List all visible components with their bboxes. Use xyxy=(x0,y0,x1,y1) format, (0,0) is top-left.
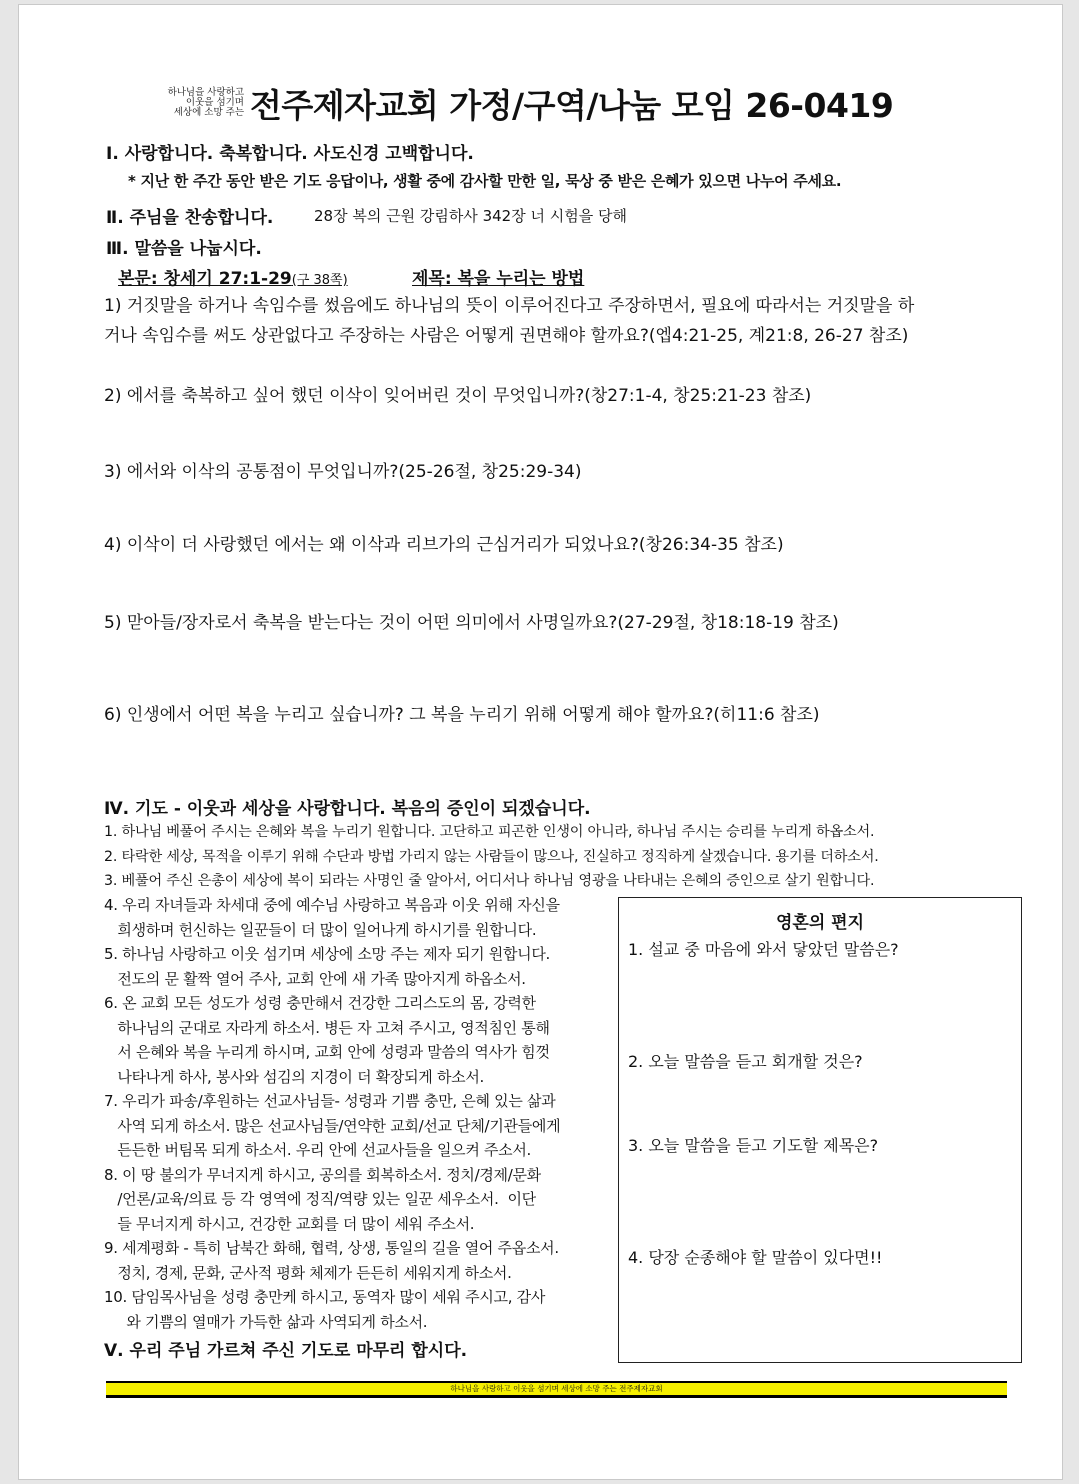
prayer-line: 든든한 버팀목 되게 하소서. 우리 안에 선교사들을 일으켜 주소서. xyxy=(104,1141,532,1159)
header-motto xyxy=(150,88,244,118)
sermon-subject: 제목: 복을 누리는 방법 xyxy=(412,269,585,289)
prayer-line: 와 기쁨의 열매가 가득한 삶과 사역되게 하소서. xyxy=(104,1312,428,1331)
prayer-line: 8. 이 땅 불의가 무너지게 하시고, 공의를 회복하소서. 정치/경제/문화 xyxy=(104,1165,541,1184)
hymn-list: 28장 복의 근원 강림하사 342장 너 시험을 당해 xyxy=(314,207,627,225)
soul-letter-box xyxy=(618,897,1022,1363)
prayer-list-left xyxy=(104,893,614,1334)
soul-letter-q2: 2. 오늘 말씀을 듣고 회개할 것은? xyxy=(628,1052,863,1071)
soul-letter-q4: 4. 당장 순종해야 할 말씀이 있다면!! xyxy=(628,1248,883,1267)
prayer-line: 10. 담임목사님을 성령 충만케 하시고, 동역자 많이 세워 주시고, 감사 xyxy=(104,1288,546,1306)
prayer-line: 하나님의 군대로 자라게 하소서. 병든 자 고쳐 주시고, 영적침인 통해 xyxy=(104,1018,550,1037)
prayer-line: 들 무너지게 하시고, 건강한 교회를 더 많이 세워 주소서. xyxy=(104,1214,475,1233)
prayer-line: 9. 세계평화 - 특히 남북간 화해, 협력, 상생, 통일의 길을 열어 주옵소서. xyxy=(104,1239,559,1257)
soul-letter-title: 영혼의 편지 xyxy=(775,913,865,933)
scripture-label: 본문: 창세기 27:1-29 xyxy=(118,269,292,289)
question-5: 5) 맏아들/장자로서 축복을 받는다는 것이 어떤 의미에서 사명일까요?(27-29절, 창18:18-19 참조) xyxy=(104,613,839,633)
prayer-item-3: 3. 베풀어 주신 은총이 세상에 복이 되라는 사명인 줄 알아서, 어디서나 하나님 영광을 나타내는 은혜의 증인으로 살기 원합니다. xyxy=(104,873,875,889)
prayer-line: 정치, 경제, 문화, 군사적 평화 체제가 든든히 세워지게 하소서. xyxy=(104,1263,512,1282)
prayer-line: 5. 하나님 사랑하고 이웃 섬기며 세상에 소망 주는 제자 되기 원합니다. xyxy=(104,945,550,963)
question-6: 6) 인생에서 어떤 복을 누리고 싶습니까? 그 복을 누리기 위해 어떻게 해야 할까요?(히11:6 참조) xyxy=(104,705,820,725)
scripture-reference xyxy=(118,264,348,289)
question-1-line-1: 1) 거짓말을 하거나 속임수를 썼음에도 하나님의 뜻이 이루어진다고 주장하면서, 필요에 따라서는 거짓말을 하 xyxy=(104,296,915,316)
question-2: 2) 에서를 축복하고 싶어 했던 이삭이 잊어버린 것이 무엇입니까?(창27:1-4, 창25:21-23 참조) xyxy=(104,386,812,406)
motto-line: 이웃을 섬기며 xyxy=(185,97,244,108)
prayer-line: 전도의 문 활짝 열어 주사, 교회 안에 새 가족 많아지게 하옵소서. xyxy=(104,969,526,988)
soul-letter-q3: 3. 오늘 말씀을 듣고 기도할 제목은? xyxy=(628,1136,879,1155)
motto-line: 세상에 소망 주는 xyxy=(173,107,244,118)
page-title: 전주제자교회 가정/구역/나눔 모임 26-0419 xyxy=(250,86,894,125)
question-4: 4) 이삭이 더 사랑했던 에서는 왜 이삭과 리브가의 근심거리가 되었나요?(창26:34-35 참조) xyxy=(104,535,784,555)
motto-line: 하나님을 사랑하고 xyxy=(167,87,244,98)
section-3-heading: Ⅲ. 말씀을 나눕시다. xyxy=(106,239,262,259)
prayer-line: 사역 되게 하소서. 많은 선교사님들/연약한 교회/선교 단체/기관들에게 xyxy=(104,1116,561,1135)
soul-letter-q1: 1. 설교 중 마음에 와서 닿았던 말씀은? xyxy=(628,940,899,959)
section-1-note: * 지난 한 주간 동안 받은 기도 응답이나, 생활 중에 감사할 만한 일, 묵상 중 받은 은혜가 있으면 나누어 주세요. xyxy=(128,172,842,190)
section-1-heading: Ⅰ. 사랑합니다. 축복합니다. 사도신경 고백합니다. xyxy=(106,144,474,164)
question-1-line-2: 거나 속임수를 써도 상관없다고 주장하는 사람은 어떻게 권면해야 할까요?(엡4:21-25, 계21:8, 26-27 참조) xyxy=(104,326,909,346)
prayer-item-2: 2. 타락한 세상, 목적을 이루기 위해 수단과 방법 가리지 않는 사람들이 많으나, 진실하고 정직하게 살겠습니다. 용기를 더하소서. xyxy=(104,849,879,865)
section-5-heading: Ⅴ. 우리 주님 가르쳐 주신 기도로 마무리 합시다. xyxy=(104,1341,468,1361)
prayer-line: 7. 우리가 파송/후원하는 선교사님들- 성령과 기쁨 충만, 은혜 있는 삶과 xyxy=(104,1092,556,1110)
footer-banner: 하나님을 사랑하고 이웃을 섬기며 세상에 소망 주는 전주제자교회 xyxy=(106,1381,1007,1398)
prayer-line: 나타나게 하사, 봉사와 섬김의 지경이 더 확장되게 하소서. xyxy=(104,1067,484,1086)
prayer-line: 희생하며 헌신하는 일꾼들이 더 많이 일어나게 하시기를 원합니다. xyxy=(104,920,537,939)
prayer-line: /언론/교육/의료 등 각 영역에 정직/역량 있는 일꾼 세우소서. 이단 xyxy=(104,1190,536,1208)
scripture-page: (구 38쪽) xyxy=(291,273,348,288)
section-4-heading: Ⅳ. 기도 - 이웃과 세상을 사랑합니다. 복음의 증인이 되겠습니다. xyxy=(104,799,591,819)
prayer-line: 서 은혜와 복을 누리게 하시며, 교회 안에 성령과 말씀의 역사가 힘껏 xyxy=(104,1043,550,1061)
prayer-item-1: 1. 하나님 베풀어 주시는 은혜와 복을 누리기 원합니다. 고단하고 피곤한 인생이 아니라, 하나님 주시는 승리를 누리게 하옵소서. xyxy=(104,824,875,840)
prayer-line: 4. 우리 자녀들과 차세대 중에 예수님 사랑하고 복음과 이웃 위해 자신을 xyxy=(104,896,560,914)
prayer-line: 6. 온 교회 모든 성도가 성령 충만해서 건강한 그리스도의 몸, 강력한 xyxy=(104,994,536,1012)
section-2-heading: Ⅱ. 주님을 찬송합니다. xyxy=(106,208,274,228)
question-3: 3) 에서와 이삭의 공통점이 무엇입니까?(25-26절, 창25:29-34) xyxy=(104,462,582,482)
